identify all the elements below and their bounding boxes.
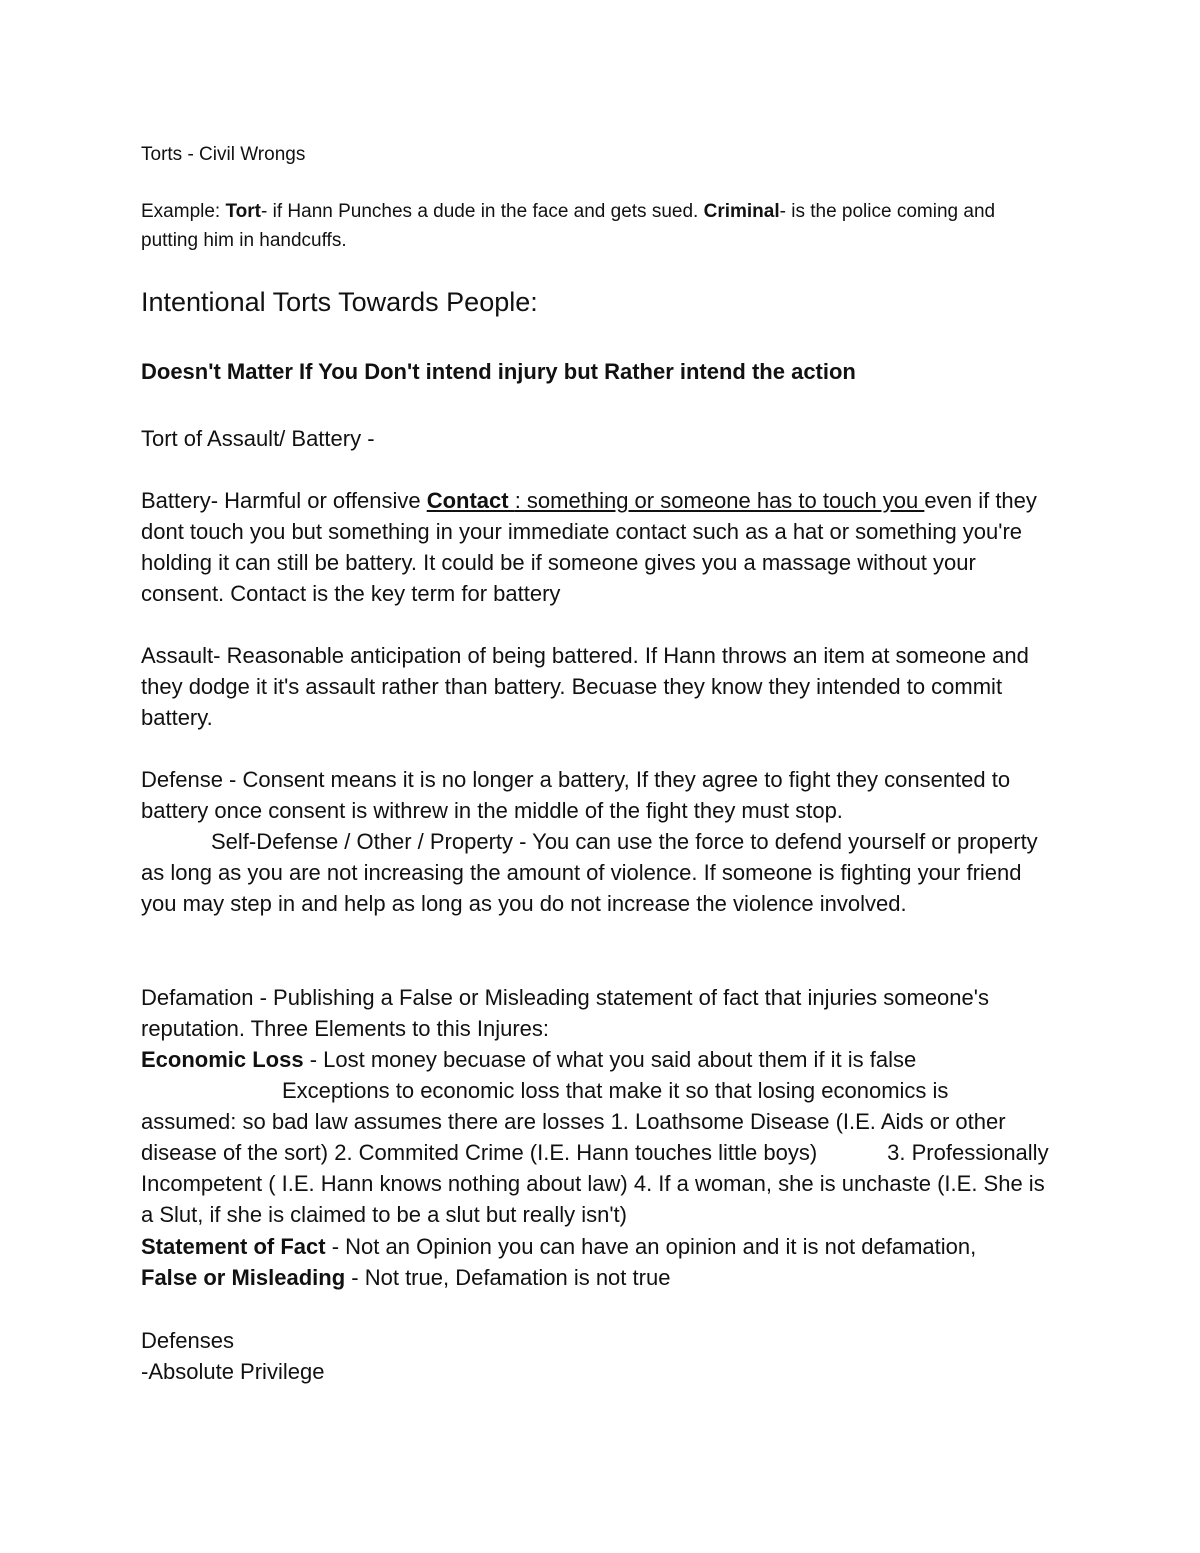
statement-of-fact-text: - Not an Opinion you can have an opinion and it is not defamation, [325, 1234, 977, 1259]
economic-loss-term: Economic Loss [141, 1047, 304, 1072]
tort-term: Tort [225, 201, 262, 222]
example-paragraph [141, 197, 1011, 255]
assault-battery-title: Tort of Assault/ Battery - [141, 426, 375, 451]
example-label: Example: [141, 201, 226, 222]
battery-lead: Battery- Harmful or offensive [141, 488, 427, 513]
tort-text: - if Hann Punches a dude in the face and gets sued. [261, 201, 704, 222]
exceptions-paragraph [141, 1106, 1061, 1230]
exceptions-part2: 3. Professionally Incompetent ( I.E. Hann knows nothing about law) 4. If a woman, she is unchaste (I.E. She is a Slut, if she is claimed to be a slut but really isn't) [141, 1140, 1049, 1227]
self-defense-paragraph: Self-Defense / Other / Property - You can use the force to defend yourself or property as long as you are not increasing the amount of violence. If someone is fighting your friend you may step in and help as long as you do not increase the violence involved. [141, 829, 1038, 916]
economic-loss-line [141, 1044, 1061, 1075]
false-misleading-line [141, 1262, 1061, 1293]
section-subheading: Doesn't Matter If You Don't intend injury but Rather intend the action [141, 359, 856, 384]
criminal-text: - is the police coming and putting him in handcuffs. [141, 201, 996, 251]
defamation-intro: Defamation - Publishing a False or Misleading statement of fact that injuries someone's reputation. Three Elements to this Injures: [141, 985, 989, 1041]
defense-consent-paragraph: Defense - Consent means it is no longer a battery, If they agree to fight they consented to battery once consent is withrew in the middle of the fight they must stop. [141, 767, 1011, 823]
statement-of-fact-line [141, 1231, 1061, 1262]
exceptions-part1: assumed: so bad law assumes there are losses 1. Loathsome Disease (I.E. Aids or other disease of the sort) 2. Commited Crime (I.E. Hann touches little boys) [141, 1109, 1006, 1165]
false-misleading-term: False or Misleading [141, 1265, 346, 1290]
criminal-term: Criminal [703, 201, 780, 222]
battery-rest: even if they dont touch you but something in your immediate contact such as a hat or something you're holding it can still be battery. It could be if someone gives you a massage without your consent. Contact is the key term for battery [141, 488, 1037, 606]
false-misleading-text: - Not true, Defamation is not true [345, 1265, 671, 1290]
document-title: Torts - Civil Wrongs [141, 144, 306, 165]
defenses-title: Defenses [141, 1328, 234, 1353]
statement-of-fact-term: Statement of Fact [141, 1234, 326, 1259]
exceptions-lead: Exceptions to economic loss that make it so that losing economics is [282, 1078, 949, 1103]
assault-paragraph: Assault- Reasonable anticipation of being battered. If Hann throws an item at someone and they dodge it it's assault rather than battery. Becuase they know they intended to commit battery. [141, 643, 1029, 730]
economic-loss-text: - Lost money becuase of what you said about them if it is false [303, 1047, 917, 1072]
battery-paragraph [141, 485, 1061, 609]
contact-term: Contact [426, 488, 515, 513]
contact-definition: : something or someone has to touch you [514, 488, 925, 513]
section-heading: Intentional Torts Towards People: [141, 287, 538, 317]
defenses-item-absolute-privilege: -Absolute Privilege [141, 1359, 325, 1384]
